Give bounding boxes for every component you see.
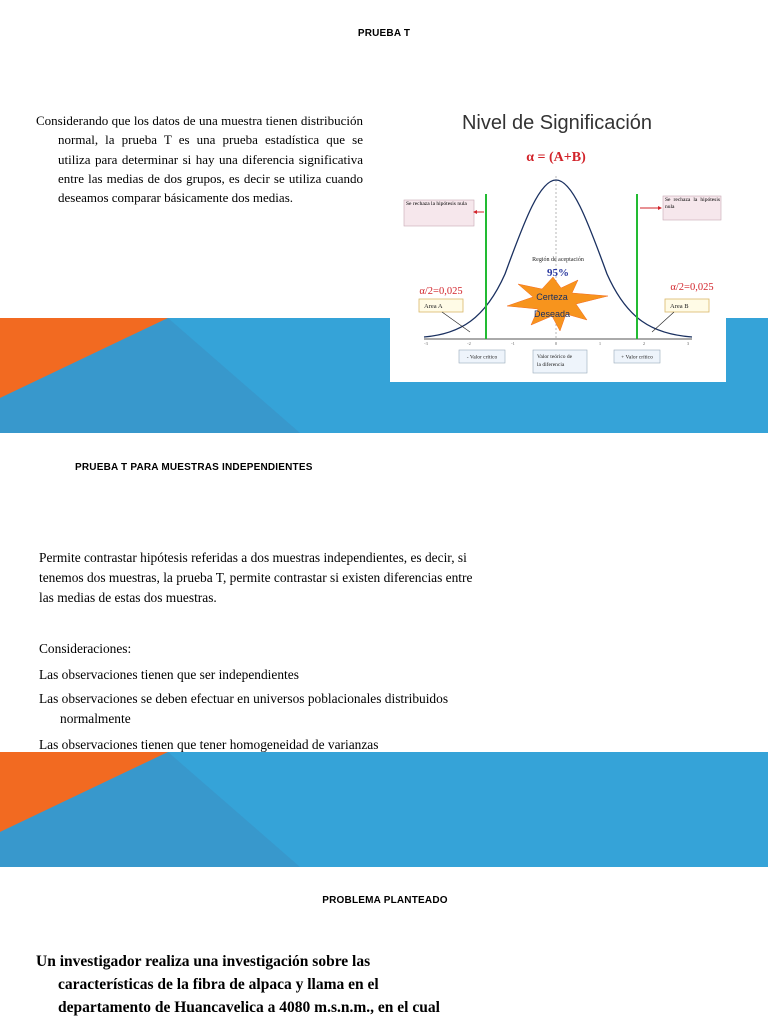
alpha-formula: α = (A+B) — [526, 150, 586, 165]
problem-statement — [36, 950, 536, 1019]
slide2-paragraph — [39, 548, 639, 608]
slide1-paragraph-text: Considerando que los datos de una muestra tienen distribución normal, la prueba T es una prueba estadística que se utiliza para determinar si hay una diferencia significativa entre las medias de dos grupos, es decir se utiliza cuando deseamos comparar básicamente dos medias. — [36, 113, 363, 206]
star-line1: Certeza — [536, 292, 568, 302]
significance-figure — [390, 94, 726, 382]
consideration-item-2-line1: Las observaciones se deben efectuar en universos poblacionales distribuidos — [39, 691, 449, 706]
theoretical-label-1: Valor teórico de — [537, 354, 573, 360]
half-alpha-right: α/2=0,025 — [670, 282, 714, 293]
slide2-title: PRUEBA T PARA MUESTRAS INDEPENDIENTES — [75, 462, 313, 473]
acceptance-pct: 95% — [547, 267, 569, 279]
star-line2: Deseada — [533, 309, 571, 319]
slide2-line: las medias de estas dos muestras. — [39, 590, 217, 605]
acceptance-label: Región de aceptación — [532, 257, 584, 263]
tick-label: 1 — [598, 341, 602, 346]
consideration-item-3: Las observaciones tienen que tener homogeneidad de varianzas — [39, 737, 379, 752]
reject-label-left: Se rechaza la hipótesis nula — [406, 201, 467, 207]
consideration-item-2-line2: normalmente — [60, 711, 131, 726]
certainty-star — [507, 277, 608, 331]
consideration-item-1: Las observaciones tienen que ser independientes — [39, 667, 299, 682]
slide2-line: Permite contrastar hipótesis referidas a dos muestras independientes, es decir, si — [39, 550, 467, 565]
area-b-label: Area B — [670, 303, 689, 310]
tick-label: -2 — [467, 341, 471, 346]
tick-label: -1 — [511, 341, 515, 346]
reject-label-right: Se rechaza la hipótesis nula — [665, 197, 720, 210]
problem-line: departamento de Huancavelica a 4080 m.s.n.m., en el cual — [58, 999, 440, 1016]
problem-line: características de la fibra de alpaca y llama en el — [58, 976, 379, 993]
slide1-paragraph — [36, 111, 363, 207]
figure-title: Nivel de Significación — [461, 112, 653, 134]
tick-label: -3 — [424, 341, 428, 346]
slide1-title: PRUEBA T — [357, 28, 411, 39]
reject-arrow-right-head — [658, 206, 662, 210]
critical-label-left: - Valor crítico — [466, 354, 498, 361]
area-a-label: Area A — [424, 303, 443, 310]
theoretical-label-2: la diferencia — [537, 362, 565, 368]
tick-label: 3 — [686, 341, 690, 346]
problem-line: Un investigador realiza una investigación sobre las — [36, 953, 371, 970]
critical-label-right: + Valor crítico — [621, 354, 653, 361]
slide3-title: PROBLEMA PLANTEADO — [322, 895, 448, 906]
slide2-line: tenemos dos muestras, la prueba T, permite contrastar si existen diferencias entre — [39, 570, 473, 585]
tick-label: 0 — [554, 341, 558, 346]
slide2-decor-band — [0, 752, 768, 867]
consideration-item-2 — [39, 689, 659, 729]
area-b-arrow — [652, 312, 674, 332]
half-alpha-left: α/2=0,025 — [419, 286, 463, 297]
tick-label: 2 — [642, 341, 646, 346]
considerations-heading: Consideraciones: — [39, 641, 132, 656]
